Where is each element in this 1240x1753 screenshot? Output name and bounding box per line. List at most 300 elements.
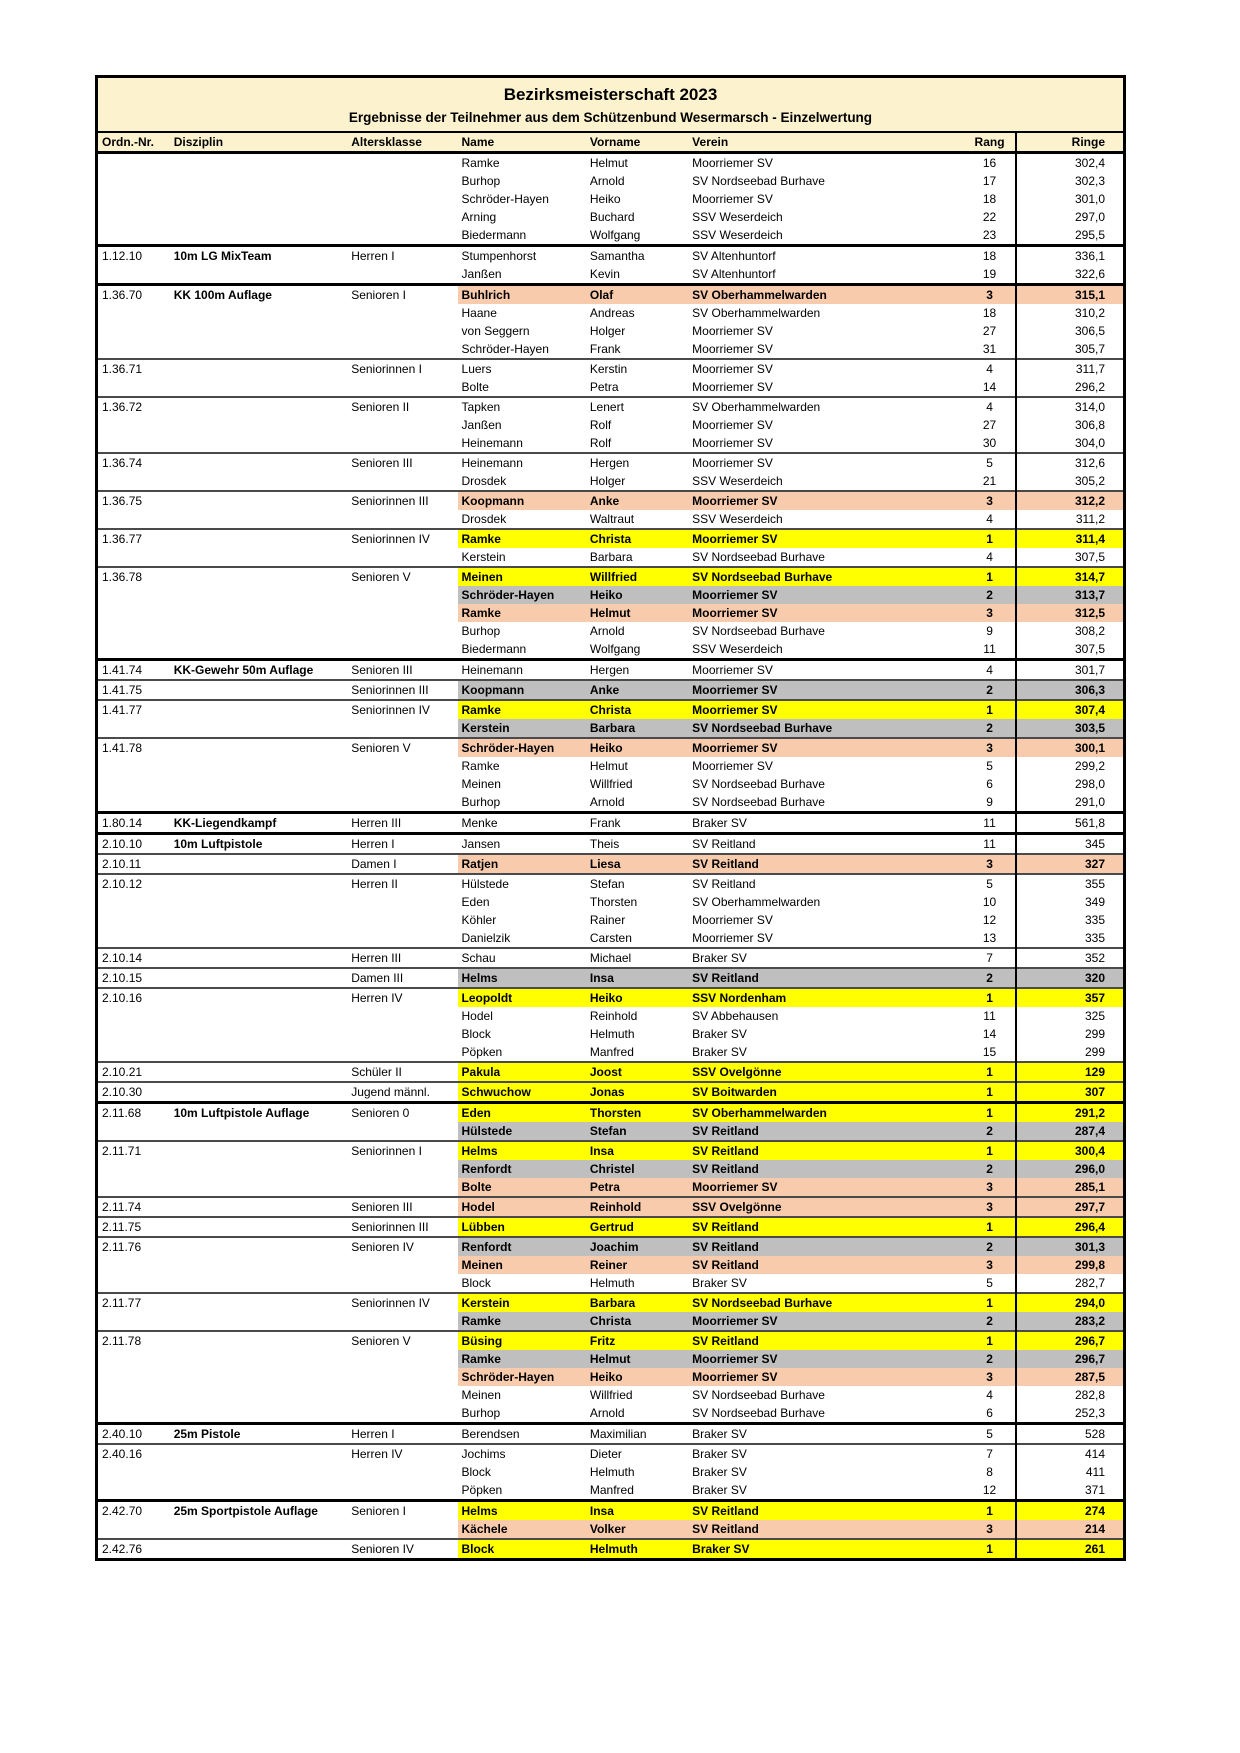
cell-altersklasse: Herren III bbox=[347, 948, 457, 968]
cell-ringe: 306,5 bbox=[1016, 322, 1124, 340]
cell-rang: 3 bbox=[964, 491, 1016, 510]
cell-name: Eden bbox=[461, 895, 490, 909]
result-row bbox=[97, 1178, 1125, 1197]
result-row bbox=[97, 1160, 1125, 1178]
cell-vorname: Frank bbox=[586, 813, 688, 834]
cell-ordnr bbox=[97, 1122, 170, 1141]
cell-altersklasse bbox=[347, 434, 457, 453]
cell-verein: SV Reitland bbox=[688, 854, 964, 874]
cell-rang: 3 bbox=[964, 1520, 1016, 1539]
cell-disziplin bbox=[170, 1293, 348, 1312]
cell-rang: 3 bbox=[964, 1256, 1016, 1274]
cell-vorname: Hergen bbox=[586, 453, 688, 472]
cell-rang: 2 bbox=[964, 1160, 1016, 1178]
cell-ordnr bbox=[97, 1178, 170, 1197]
cell-disziplin bbox=[170, 1043, 348, 1062]
cell-verein: Moorriemer SV bbox=[688, 1178, 964, 1197]
cell-disziplin bbox=[170, 874, 348, 893]
cell-verein: SV Abbehausen bbox=[692, 1009, 779, 1023]
result-row bbox=[97, 700, 1125, 719]
cell-altersklasse bbox=[347, 1404, 457, 1424]
cell-verein: Moorriemer SV bbox=[688, 1312, 964, 1331]
cell-rang: 27 bbox=[982, 324, 997, 338]
cell-name: Burhop bbox=[461, 624, 501, 638]
cell-rang: 1 bbox=[964, 529, 1016, 548]
cell-rang: 2 bbox=[964, 1312, 1016, 1331]
cell-altersklasse bbox=[347, 1007, 457, 1025]
cell-vorname: Christa bbox=[586, 529, 688, 548]
cell-disziplin bbox=[170, 586, 348, 604]
cell-verein: Moorriemer SV bbox=[688, 453, 964, 472]
cell-altersklasse bbox=[347, 1178, 457, 1197]
cell-ordnr bbox=[97, 172, 170, 190]
cell-altersklasse: Seniorinnen III bbox=[347, 1217, 457, 1237]
cell-name: Ramke bbox=[458, 700, 586, 719]
cell-vorname: Insa bbox=[586, 1141, 688, 1160]
cell-verein: SV Reitland bbox=[688, 834, 964, 855]
cell-disziplin bbox=[170, 1386, 348, 1404]
result-row bbox=[97, 1539, 1125, 1560]
cell-vorname: Kerstin bbox=[586, 359, 688, 378]
cell-ordnr: 2.42.76 bbox=[97, 1539, 170, 1560]
cell-ringe: 307 bbox=[1016, 1082, 1124, 1103]
cell-ringe: 297,7 bbox=[1016, 1197, 1124, 1217]
title-block bbox=[97, 77, 1125, 133]
cell-name: Ramke bbox=[461, 156, 500, 170]
cell-verein: Braker SV bbox=[692, 1483, 747, 1497]
cell-disziplin bbox=[170, 359, 348, 378]
result-row bbox=[97, 472, 1125, 491]
cell-altersklasse: Jugend männl. bbox=[347, 1082, 457, 1103]
cell-name: Schröder-Hayen bbox=[458, 738, 586, 757]
result-row bbox=[97, 622, 1125, 640]
cell-disziplin bbox=[170, 397, 348, 416]
cell-ringe: 299,2 bbox=[1016, 757, 1124, 775]
cell-rang: 1 bbox=[964, 1293, 1016, 1312]
cell-disziplin bbox=[170, 304, 348, 322]
cell-ordnr: 2.11.76 bbox=[97, 1237, 170, 1256]
cell-name: Meinen bbox=[458, 1256, 586, 1274]
cell-vorname: Wolfgang bbox=[589, 228, 641, 242]
result-row bbox=[97, 775, 1125, 793]
cell-ordnr bbox=[97, 793, 170, 813]
cell-vorname: Wolfgang bbox=[589, 642, 641, 656]
cell-ordnr: 2.10.12 bbox=[97, 874, 170, 893]
cell-verein: SV Nordseebad Burhave bbox=[692, 550, 825, 564]
cell-ordnr bbox=[97, 322, 170, 340]
cell-verein: SV Boitwarden bbox=[688, 1082, 964, 1103]
result-row bbox=[97, 738, 1125, 757]
cell-altersklasse: Senioren III bbox=[347, 453, 457, 472]
cell-ringe: 345 bbox=[1016, 834, 1124, 855]
result-row bbox=[97, 1122, 1125, 1141]
cell-name: Hodel bbox=[458, 1197, 586, 1217]
result-row bbox=[97, 988, 1125, 1007]
cell-ringe: 301,7 bbox=[1016, 660, 1124, 681]
result-row bbox=[97, 793, 1125, 813]
cell-rang: 11 bbox=[964, 834, 1016, 855]
cell-altersklasse bbox=[347, 929, 457, 948]
cell-vorname: Christa bbox=[586, 700, 688, 719]
cell-rang: 1 bbox=[964, 1501, 1016, 1521]
cell-vorname: Samantha bbox=[586, 246, 688, 266]
cell-name: Koopmann bbox=[458, 680, 586, 700]
cell-name: Heinemann bbox=[458, 453, 586, 472]
cell-name: Ratjen bbox=[458, 854, 586, 874]
cell-rang: 3 bbox=[964, 1197, 1016, 1217]
cell-rang: 2 bbox=[964, 1237, 1016, 1256]
cell-ringe: 355 bbox=[1016, 874, 1124, 893]
cell-verein: SV Reitland bbox=[688, 1141, 964, 1160]
cell-rang: 3 bbox=[964, 854, 1016, 874]
cell-ringe: 528 bbox=[1016, 1424, 1124, 1445]
cell-verein: SV Nordseebad Burhave bbox=[692, 1406, 825, 1420]
result-row bbox=[97, 968, 1125, 988]
cell-verein: SV Oberhammelwarden bbox=[692, 895, 821, 909]
results-body bbox=[97, 153, 1125, 1560]
cell-verein: Moorriemer SV bbox=[692, 156, 773, 170]
cell-altersklasse bbox=[347, 226, 457, 246]
cell-rang: 3 bbox=[964, 738, 1016, 757]
cell-ordnr: 2.42.70 bbox=[97, 1501, 170, 1521]
result-row bbox=[97, 586, 1125, 604]
cell-disziplin bbox=[170, 757, 348, 775]
cell-name: Tapken bbox=[458, 397, 586, 416]
cell-rang: 1 bbox=[964, 567, 1016, 586]
result-row bbox=[97, 1103, 1125, 1123]
result-row bbox=[97, 246, 1125, 266]
result-row bbox=[97, 1350, 1125, 1368]
cell-altersklasse bbox=[347, 757, 457, 775]
cell-vorname: Barbara bbox=[586, 719, 688, 738]
cell-altersklasse bbox=[347, 586, 457, 604]
cell-vorname: Joost bbox=[586, 1062, 688, 1082]
cell-vorname: Volker bbox=[586, 1520, 688, 1539]
cell-vorname: Stefan bbox=[586, 874, 688, 893]
cell-name: Pakula bbox=[458, 1062, 586, 1082]
cell-verein: Moorriemer SV bbox=[692, 418, 773, 432]
cell-altersklasse bbox=[347, 190, 457, 208]
cell-rang: 2 bbox=[964, 1122, 1016, 1141]
cell-altersklasse: Herren I bbox=[347, 246, 457, 266]
cell-verein: Braker SV bbox=[688, 1539, 964, 1560]
cell-vorname: Reiner bbox=[586, 1256, 688, 1274]
cell-disziplin bbox=[170, 640, 348, 660]
cell-name: Heinemann bbox=[461, 436, 523, 450]
cell-ringe: 300,4 bbox=[1016, 1141, 1124, 1160]
column-header-altersklasse: Altersklasse bbox=[347, 132, 457, 153]
cell-ordnr bbox=[97, 510, 170, 529]
cell-altersklasse bbox=[347, 719, 457, 738]
cell-ringe: 287,5 bbox=[1016, 1368, 1124, 1386]
cell-rang: 4 bbox=[986, 1388, 993, 1402]
cell-altersklasse bbox=[347, 208, 457, 226]
cell-ordnr bbox=[97, 1256, 170, 1274]
cell-name: Kerstein bbox=[458, 1293, 586, 1312]
cell-ordnr: 2.40.10 bbox=[97, 1424, 170, 1445]
cell-ringe: 305,2 bbox=[1016, 472, 1124, 491]
cell-altersklasse bbox=[347, 1256, 457, 1274]
result-row bbox=[97, 1463, 1125, 1481]
result-row bbox=[97, 285, 1125, 305]
cell-ringe: 304,0 bbox=[1016, 434, 1124, 453]
cell-rang: 4 bbox=[964, 660, 1016, 681]
result-row bbox=[97, 434, 1125, 453]
cell-rang: 1 bbox=[964, 1217, 1016, 1237]
cell-verein: Moorriemer SV bbox=[688, 359, 964, 378]
cell-disziplin bbox=[170, 1197, 348, 1217]
column-header-row bbox=[97, 132, 1125, 153]
cell-disziplin bbox=[170, 1404, 348, 1424]
cell-disziplin: KK-Liegendkampf bbox=[170, 813, 348, 834]
cell-name: Köhler bbox=[461, 913, 497, 927]
cell-verein: SSV Nordenham bbox=[688, 988, 964, 1007]
cell-ringe: 302,4 bbox=[1016, 153, 1124, 173]
cell-rang: 1 bbox=[964, 1062, 1016, 1082]
cell-ordnr bbox=[97, 434, 170, 453]
cell-ringe: 322,6 bbox=[1016, 265, 1124, 285]
cell-disziplin bbox=[170, 680, 348, 700]
cell-ordnr bbox=[97, 1043, 170, 1062]
cell-altersklasse bbox=[347, 1481, 457, 1501]
cell-disziplin bbox=[170, 911, 348, 929]
result-row bbox=[97, 874, 1125, 893]
cell-ringe: 282,8 bbox=[1016, 1386, 1124, 1404]
cell-vorname: Helmut bbox=[586, 1350, 688, 1368]
cell-altersklasse bbox=[347, 911, 457, 929]
cell-altersklasse bbox=[347, 1043, 457, 1062]
cell-rang: 11 bbox=[983, 1009, 996, 1023]
cell-name: Pöpken bbox=[461, 1045, 503, 1059]
cell-rang: 16 bbox=[982, 156, 997, 170]
cell-vorname: Arnold bbox=[589, 795, 625, 809]
cell-vorname: Andreas bbox=[589, 306, 635, 320]
cell-ordnr bbox=[97, 1404, 170, 1424]
cell-name: Bolte bbox=[458, 1178, 586, 1197]
cell-ordnr: 2.10.30 bbox=[97, 1082, 170, 1103]
cell-ordnr bbox=[97, 1463, 170, 1481]
cell-vorname: Rainer bbox=[589, 913, 626, 927]
cell-ordnr bbox=[97, 1160, 170, 1178]
cell-ordnr: 1.41.74 bbox=[97, 660, 170, 681]
cell-vorname: Manfred bbox=[589, 1045, 634, 1059]
cell-ordnr: 1.80.14 bbox=[97, 813, 170, 834]
cell-ordnr bbox=[97, 1368, 170, 1386]
cell-vorname: Helmuth bbox=[589, 1027, 635, 1041]
result-row bbox=[97, 719, 1125, 738]
cell-disziplin bbox=[170, 793, 348, 813]
cell-altersklasse: Senioren V bbox=[347, 1331, 457, 1350]
cell-ringe: 327 bbox=[1016, 854, 1124, 874]
cell-ordnr: 2.11.77 bbox=[97, 1293, 170, 1312]
cell-altersklasse: Herren II bbox=[347, 874, 457, 893]
cell-ringe: 294,0 bbox=[1016, 1293, 1124, 1312]
cell-name: Schröder-Hayen bbox=[461, 192, 549, 206]
cell-ordnr bbox=[97, 775, 170, 793]
page-title: Bezirksmeisterschaft 2023 bbox=[503, 85, 718, 104]
cell-ringe: 287,4 bbox=[1016, 1122, 1124, 1141]
cell-altersklasse bbox=[347, 1463, 457, 1481]
cell-ordnr: 2.10.16 bbox=[97, 988, 170, 1007]
cell-rang: 2 bbox=[964, 968, 1016, 988]
cell-verein: Moorriemer SV bbox=[688, 660, 964, 681]
cell-ringe: 301,0 bbox=[1016, 190, 1124, 208]
cell-disziplin bbox=[170, 1463, 348, 1481]
result-row bbox=[97, 491, 1125, 510]
cell-disziplin bbox=[170, 622, 348, 640]
cell-ordnr: 1.36.77 bbox=[97, 529, 170, 548]
cell-altersklasse bbox=[347, 1160, 457, 1178]
cell-disziplin bbox=[170, 968, 348, 988]
cell-ringe: 297,0 bbox=[1016, 208, 1124, 226]
cell-ringe: 283,2 bbox=[1016, 1312, 1124, 1331]
cell-ordnr bbox=[97, 1025, 170, 1043]
cell-ringe: 314,0 bbox=[1016, 397, 1124, 416]
cell-rang: 10 bbox=[982, 895, 997, 909]
result-row bbox=[97, 510, 1125, 529]
cell-ringe: 214 bbox=[1016, 1520, 1124, 1539]
cell-name: Drosdek bbox=[461, 474, 507, 488]
cell-ringe: 325 bbox=[1016, 1007, 1124, 1025]
cell-ringe: 291,0 bbox=[1016, 793, 1124, 813]
cell-verein: Braker SV bbox=[688, 948, 964, 968]
cell-vorname: Reinhold bbox=[586, 1197, 688, 1217]
cell-verein: Moorriemer SV bbox=[688, 1368, 964, 1386]
cell-ringe: 311,7 bbox=[1016, 359, 1124, 378]
cell-disziplin bbox=[170, 604, 348, 622]
cell-ringe: 352 bbox=[1016, 948, 1124, 968]
cell-disziplin bbox=[170, 453, 348, 472]
cell-ringe: 299 bbox=[1016, 1043, 1124, 1062]
cell-verein: SV Reitland bbox=[688, 1256, 964, 1274]
cell-rang: 18 bbox=[982, 192, 997, 206]
cell-rang: 27 bbox=[982, 418, 997, 432]
result-row bbox=[97, 948, 1125, 968]
cell-disziplin bbox=[170, 529, 348, 548]
result-row bbox=[97, 1141, 1125, 1160]
cell-verein: Moorriemer SV bbox=[688, 680, 964, 700]
result-row bbox=[97, 1082, 1125, 1103]
cell-verein: SV Nordseebad Burhave bbox=[692, 777, 825, 791]
cell-name: Stumpenhorst bbox=[458, 246, 586, 266]
cell-disziplin bbox=[170, 929, 348, 948]
cell-ordnr: 2.11.78 bbox=[97, 1331, 170, 1350]
cell-rang: 4 bbox=[986, 550, 993, 564]
cell-name: Buhlrich bbox=[458, 285, 586, 305]
cell-ringe: 320 bbox=[1016, 968, 1124, 988]
cell-vorname: Insa bbox=[586, 968, 688, 988]
cell-ordnr bbox=[97, 208, 170, 226]
cell-name: Hülstede bbox=[458, 1122, 586, 1141]
cell-disziplin bbox=[170, 738, 348, 757]
cell-ringe: 349 bbox=[1016, 893, 1124, 911]
cell-ordnr bbox=[97, 1007, 170, 1025]
cell-ringe: 252,3 bbox=[1016, 1404, 1124, 1424]
cell-disziplin bbox=[170, 1122, 348, 1141]
cell-disziplin: 25m Sportpistole Auflage bbox=[170, 1501, 348, 1521]
cell-ordnr bbox=[97, 416, 170, 434]
cell-altersklasse: Herren IV bbox=[347, 988, 457, 1007]
result-row bbox=[97, 208, 1125, 226]
cell-disziplin bbox=[170, 567, 348, 586]
cell-disziplin bbox=[170, 893, 348, 911]
cell-altersklasse: Damen I bbox=[347, 854, 457, 874]
cell-verein: Braker SV bbox=[688, 1444, 964, 1463]
cell-ringe: 285,1 bbox=[1016, 1178, 1124, 1197]
result-row bbox=[97, 1404, 1125, 1424]
cell-disziplin: KK 100m Auflage bbox=[170, 285, 348, 305]
cell-rang: 5 bbox=[986, 1276, 993, 1290]
result-row bbox=[97, 1043, 1125, 1062]
cell-ordnr: 2.11.74 bbox=[97, 1197, 170, 1217]
column-header-verein: Verein bbox=[688, 132, 964, 153]
cell-disziplin bbox=[170, 1217, 348, 1237]
cell-name: Schröder-Hayen bbox=[461, 342, 549, 356]
result-row bbox=[97, 660, 1125, 681]
cell-ringe: 282,7 bbox=[1016, 1274, 1124, 1293]
cell-verein: SSV Weserdeich bbox=[692, 512, 783, 526]
cell-rang: 2 bbox=[964, 1350, 1016, 1368]
cell-name: Drosdek bbox=[461, 512, 507, 526]
cell-disziplin bbox=[170, 491, 348, 510]
cell-disziplin bbox=[170, 1082, 348, 1103]
cell-disziplin bbox=[170, 510, 348, 529]
cell-ringe: 371 bbox=[1016, 1481, 1124, 1501]
cell-vorname: Petra bbox=[586, 1178, 688, 1197]
cell-altersklasse bbox=[347, 172, 457, 190]
cell-name: Burhop bbox=[461, 1406, 501, 1420]
cell-rang: 6 bbox=[986, 777, 993, 791]
cell-disziplin bbox=[170, 153, 348, 173]
cell-verein: SV Altenhuntorf bbox=[692, 267, 776, 281]
cell-ringe: 298,0 bbox=[1016, 775, 1124, 793]
cell-vorname: Reinhold bbox=[589, 1009, 638, 1023]
cell-ordnr bbox=[97, 1350, 170, 1368]
cell-name: Meinen bbox=[461, 777, 501, 791]
cell-name: Danielzik bbox=[461, 931, 511, 945]
column-header-disziplin: Disziplin bbox=[170, 132, 348, 153]
cell-verein: SV Reitland bbox=[688, 1331, 964, 1350]
cell-ordnr: 2.11.75 bbox=[97, 1217, 170, 1237]
cell-ringe: 307,5 bbox=[1016, 640, 1124, 660]
cell-ringe: 261 bbox=[1016, 1539, 1124, 1560]
cell-disziplin bbox=[170, 1312, 348, 1331]
result-row bbox=[97, 529, 1125, 548]
result-row bbox=[97, 226, 1125, 246]
table-head bbox=[97, 77, 1125, 153]
cell-name: Jochims bbox=[458, 1444, 586, 1463]
cell-rang: 3 bbox=[964, 604, 1016, 622]
cell-disziplin bbox=[170, 1481, 348, 1501]
cell-ringe: 291,2 bbox=[1016, 1103, 1124, 1123]
cell-disziplin bbox=[170, 190, 348, 208]
cell-name: Helms bbox=[458, 968, 586, 988]
cell-rang: 5 bbox=[964, 874, 1016, 893]
cell-ordnr bbox=[97, 304, 170, 322]
cell-name: Jansen bbox=[458, 834, 586, 855]
result-row bbox=[97, 834, 1125, 855]
result-row bbox=[97, 1481, 1125, 1501]
cell-rang: 14 bbox=[982, 380, 997, 394]
cell-ordnr: 1.36.70 bbox=[97, 285, 170, 305]
cell-vorname: Thorsten bbox=[586, 1103, 688, 1123]
cell-disziplin bbox=[170, 340, 348, 359]
cell-ringe: 274 bbox=[1016, 1501, 1124, 1521]
cell-vorname: Holger bbox=[589, 324, 626, 338]
cell-verein: Braker SV bbox=[692, 1045, 747, 1059]
cell-name: Janßen bbox=[461, 267, 502, 281]
result-row bbox=[97, 1062, 1125, 1082]
